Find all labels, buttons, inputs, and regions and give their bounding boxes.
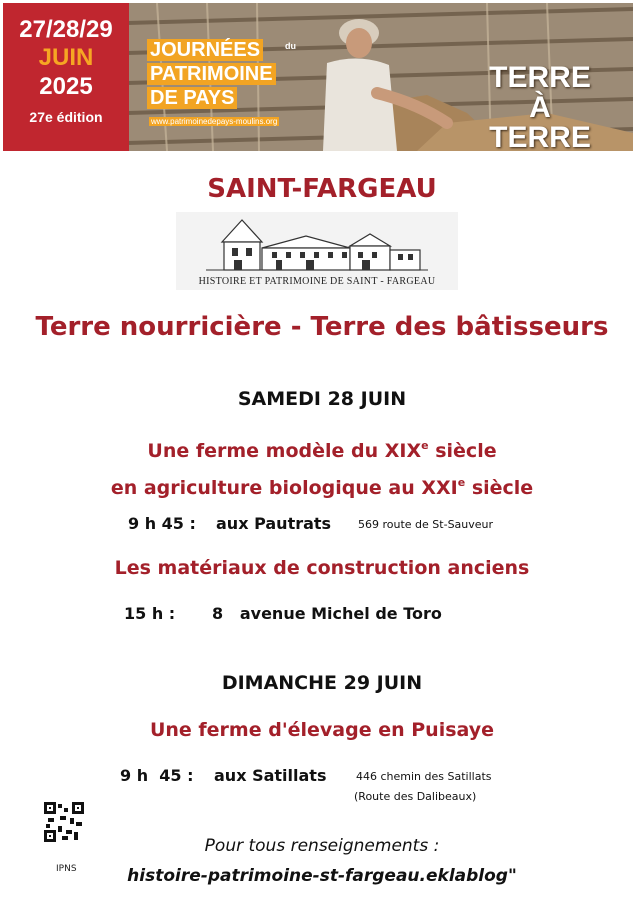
event-edition: 27e édition [29,109,103,125]
slogan [481,63,599,151]
day1-activity1-time: 9 h 45 : [128,514,196,533]
day1-activity1-place: aux Pautrats [216,514,332,533]
day1-activity1-line2: en agriculture biologique au XXIe siècle [110,476,534,499]
town-name: SAINT-FARGEAU [207,174,437,204]
event-month: JUIN [38,44,94,71]
day2-activity-time: 9 h 45 : [120,766,194,785]
ipns-label: IPNS [56,864,77,874]
day1-activity1-line1: Une ferme modèle du XIXe siècle [147,439,497,462]
event-banner [3,3,633,151]
event-title-du: du [285,41,296,51]
day1-activity2-time: 15 h : [124,604,176,623]
day2-activity-address2: (Route des Dalibeaux) [354,790,477,803]
event-title-line2: PATRIMOINE [147,63,276,85]
event-dates: 27/28/29 [19,16,113,43]
event-year: 2025 [39,73,93,100]
day2-heading: DIMANCHE 29 JUIN [221,672,423,694]
dates-box [3,3,129,151]
event-title-line1: JOURNÉES [147,39,263,61]
day1-activity2-place: 8 avenue Michel de Toro [212,604,442,623]
day2-activity-title: Une ferme d'élevage en Puisaye [149,719,495,741]
day2-activity-address: 446 chemin des Satillats [356,770,492,783]
day1-activity2-title: Les matériaux de construction anciens [114,557,530,579]
event-title-line3: DE PAYS [147,87,237,109]
theme-title: Terre nourricière - Terre des bâtisseurs [35,312,609,342]
event-title [147,39,309,127]
info-link[interactable]: histoire-patrimoine-st-fargeau.eklablog" [127,866,517,886]
slogan-line1: TERRE [489,61,591,94]
day2-activity-place: aux Satillats [214,766,327,785]
day1-activity1-title [0,430,644,504]
association-logo-caption: HISTOIRE ET PATRIMOINE DE SAINT - FARGEAU [198,276,436,287]
day1-heading: SAMEDI 28 JUIN [237,388,407,410]
slogan-line2: À TERRE [489,91,591,151]
day1-activity1-address: 569 route de St-Sauveur [358,518,494,531]
info-label: Pour tous renseignements : [204,836,440,856]
event-url: www.patrimoinedepays-moulins.org [151,117,278,126]
